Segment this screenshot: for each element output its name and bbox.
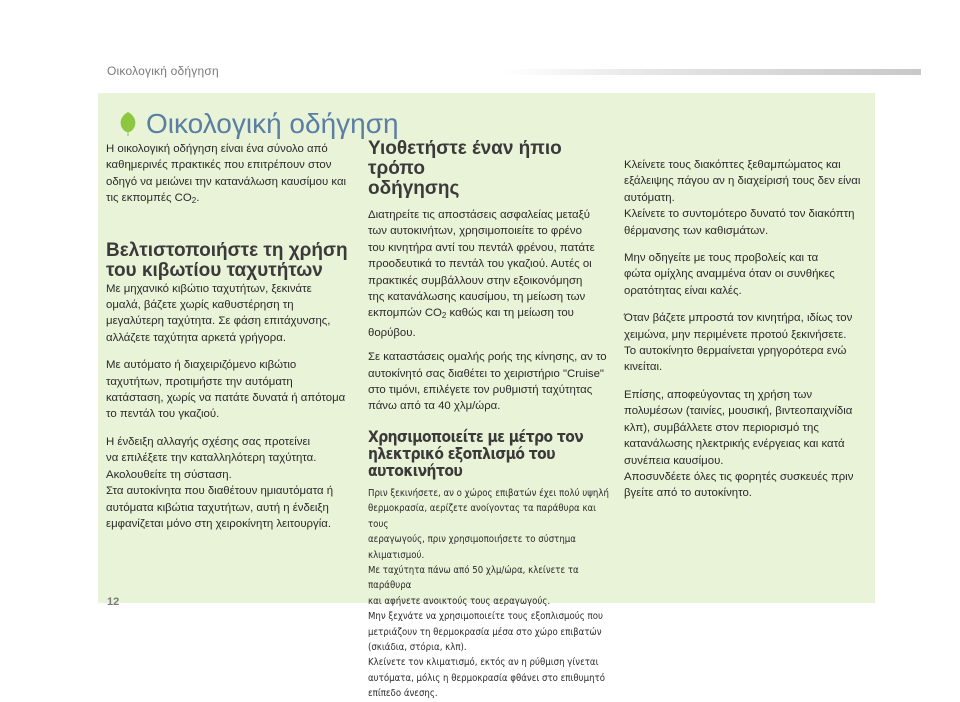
text-line: της κατανάλωσης καυσίμου, τη μείωση των <box>368 291 586 304</box>
text-line: Ακολουθείτε τη σύσταση. <box>106 468 232 481</box>
text-line: Κλείνετε τους διακόπτες ξεθαμπώματος και <box>624 159 841 171</box>
text-line: εκπομπών CO <box>368 307 442 320</box>
paragraph-condensed <box>368 486 613 702</box>
column-1 <box>106 141 356 532</box>
text-line: Όταν βάζετε μπροστά τον κινητήρα, ιδίως τον <box>624 312 853 325</box>
text-line: (σκιάδια, στόρια, κλπ). <box>368 641 467 653</box>
text-line: και αφήνετε ανοικτούς τους αεραγωγούς. <box>368 595 551 607</box>
paragraph <box>106 357 356 423</box>
text-line: καθώς και τη μείωση του <box>446 307 574 320</box>
intro-line: οδηγό να μειώνει την κατανάλωση καυσίμου και <box>106 175 347 188</box>
text-line: αυτοκίνητό σας διαθέτει το χειριστήριο "Cruise" <box>368 367 604 380</box>
heading-line: ηλεκτρικό εξοπλισμό του αυτοκινήτου <box>368 444 556 480</box>
text-line: αυτόματα κιβώτια ταχυτήτων, αυτή η ένδειξη <box>106 501 329 514</box>
text-line: ταχυτήτων, προτιμήστε την αυτόματη <box>106 375 293 388</box>
text-line: κατάσταση, χωρίς να πατάτε δυνατά ή απότομα <box>106 392 346 405</box>
intro-line: Η οικολογική οδήγηση είναι ένα σύνολο από <box>106 143 328 155</box>
text-line: μεγαλύτερη ταχύτητα. Σε φάση επιτάχυνσης, <box>106 315 331 328</box>
heading-gearbox <box>106 241 356 281</box>
text-line: κλπ), συμβάλλετε στον περιορισμό της <box>624 421 819 434</box>
page-title: Οικολογική οδήγηση <box>146 108 399 139</box>
text-line: συνέπεια καυσίμου. <box>624 454 724 467</box>
text-line: θορύβου. <box>368 326 416 339</box>
text-line: Μην ξεχνάτε να χρησιμοποιείτε τους εξοπλισμούς που <box>368 611 603 623</box>
text-line: θέρμανσης των καθισμάτων. <box>624 224 769 237</box>
text-line: των αυτοκινήτων, χρησιμοποιείτε το φρένο <box>368 225 582 238</box>
header-title: Οικολογική οδήγηση <box>107 64 219 78</box>
subscript: 2 <box>441 311 447 321</box>
text-line: αυτόματη. <box>624 191 675 204</box>
text-line: Πριν ξεκινήσετε, αν ο χώρος επιβατών έχει πολύ υψηλή <box>368 487 609 499</box>
paragraph <box>624 310 872 376</box>
text-line: το πεντάλ του γκαζιού. <box>106 408 220 421</box>
text-line: κινείται. <box>624 361 663 374</box>
text-line: του κινητήρα αντί του πεντάλ φρένου, πατάτε <box>368 241 595 254</box>
page-number: 12 <box>107 596 120 608</box>
text-line: στο τιμόνι, επιλέγετε τον ρυθμιστή ταχύτητας <box>368 384 593 397</box>
text-line: Το αυτοκίνητο θερμαίνεται γρηγορότερα ενώ <box>624 345 847 358</box>
heading-line: Χρησιμοποιείτε με μέτρο τον <box>368 427 584 446</box>
text-line: Σε καταστάσεις ομαλής ροής της κίνησης, αν το <box>368 351 607 364</box>
paragraph <box>624 157 872 239</box>
intro-paragraph <box>106 141 356 210</box>
text-line: Επίσης, αποφεύγοντας τη χρήση των <box>624 388 813 401</box>
text-line: Η ένδειξη αλλαγής σχέσης σας προτείνει <box>106 435 311 448</box>
paragraph <box>106 281 356 347</box>
text-line: βγείτε από το αυτοκίνητο. <box>624 487 752 500</box>
text-line: πάνω από τα 40 χλμ/ώρα. <box>368 400 501 413</box>
text-line: Μην οδηγείτε με τους προβολείς και τα <box>624 252 819 265</box>
text-line: θερμοκρασία, αερίζετε ανοίγοντας τα παράθυρα και τους <box>368 503 597 530</box>
text-line: πρακτικές συμβάλλουν στην εξοικονόμηση <box>368 274 583 287</box>
text-line: να επιλέξετε την καταλληλότερη ταχύτητα. <box>106 452 317 465</box>
text-line: χειμώνα, μην περιμένετε προτού ξεκινήσετε. <box>624 328 847 341</box>
header-divider <box>503 69 921 75</box>
subscript: 2 <box>191 196 197 206</box>
text-line: Διατηρείτε τις αποστάσεις ασφαλείας μεταξύ <box>368 209 590 221</box>
text-line: εξάλειψης πάγου αν η διαχείρισή τους δεν είναι <box>624 175 861 188</box>
text-line: επίπεδο άνεσης. <box>368 688 438 700</box>
heading-line: Υιοθετήστε έναν ήπιο τρόπο <box>368 138 562 179</box>
text-line: φώτα ομίχλης αναμμένα όταν οι συνθήκες <box>624 268 835 281</box>
paragraph <box>368 349 613 415</box>
paragraph <box>106 434 356 532</box>
text-line: ομαλά, βάζετε χωρίς καθυστέρηση τη <box>106 299 294 312</box>
paragraph <box>624 250 872 299</box>
text-line: Με ταχύτητα πάνω από 50 χλμ/ώρα, κλείνετε τα παράθυρα <box>368 564 579 592</box>
text-line: Αποσυνδέετε όλες τις φορητές συσκευές πριν <box>624 470 854 483</box>
text-line: Κλείνετε το συντομότερο δυνατό τον διακόπτη <box>624 208 855 221</box>
text-line: μετριάζουν τη θερμοκρασία μέσα στο χώρο επιβατών <box>368 626 602 638</box>
text-line: εμφανίζεται μόνο στη χειροκίνητη λειτουργία. <box>106 517 331 530</box>
text-line: κατανάλωσης ηλεκτρικής ενέργειας και κατά <box>624 438 845 451</box>
intro-line: τις εκπομπές CO <box>106 192 192 205</box>
text-line: Με αυτόματο ή διαχειριζόμενο κιβώτιο <box>106 359 297 372</box>
intro-line: καθημερινές πρακτικές που επιτρέπουν στον <box>106 159 332 172</box>
text-line: προοδευτικά το πεντάλ του γκαζιού. Αυτές οι <box>368 258 592 271</box>
text-line: ορατότητας είναι καλές. <box>624 284 742 297</box>
paragraph <box>624 387 872 502</box>
text-line: αλλάζετε ταχύτητα αρκετά γρήγορα. <box>106 331 286 344</box>
heading-line: του κιβωτίου ταχυτήτων <box>106 259 323 281</box>
heading-line: Βελτιστοποιήστε τη χρήση <box>106 239 348 261</box>
intro-line-end: . <box>196 192 200 205</box>
heading-electrical-equipment <box>368 429 611 480</box>
text-line: αυτόματα, μόλις η θερμοκρασία φθάνει στο επιθυμητό <box>368 672 605 684</box>
text-line: πολυμέσων (ταινίες, μουσική, βιντεοπαιχνίδια <box>624 405 853 418</box>
text-line: Με μηχανικό κιβώτιο ταχυτήτων, ξεκινάτε <box>106 282 312 295</box>
column-3 <box>624 157 872 502</box>
column-2 <box>368 139 613 702</box>
leaf-icon <box>118 111 138 137</box>
text-line: Στα αυτοκίνητα που διαθέτουν ημιαυτόματα ή <box>106 485 334 498</box>
heading-line: οδήγησης <box>368 178 460 199</box>
section-title <box>118 108 399 140</box>
paragraph <box>368 207 613 341</box>
heading-driving-style <box>368 139 613 199</box>
text-line: Κλείνετε τον κλιματισμό, εκτός αν η ρύθμιση γίνεται <box>368 657 599 669</box>
text-line: αεραγωγούς, πριν χρησιμοποιήσετε το σύστημα κλιματισμού. <box>368 534 576 561</box>
